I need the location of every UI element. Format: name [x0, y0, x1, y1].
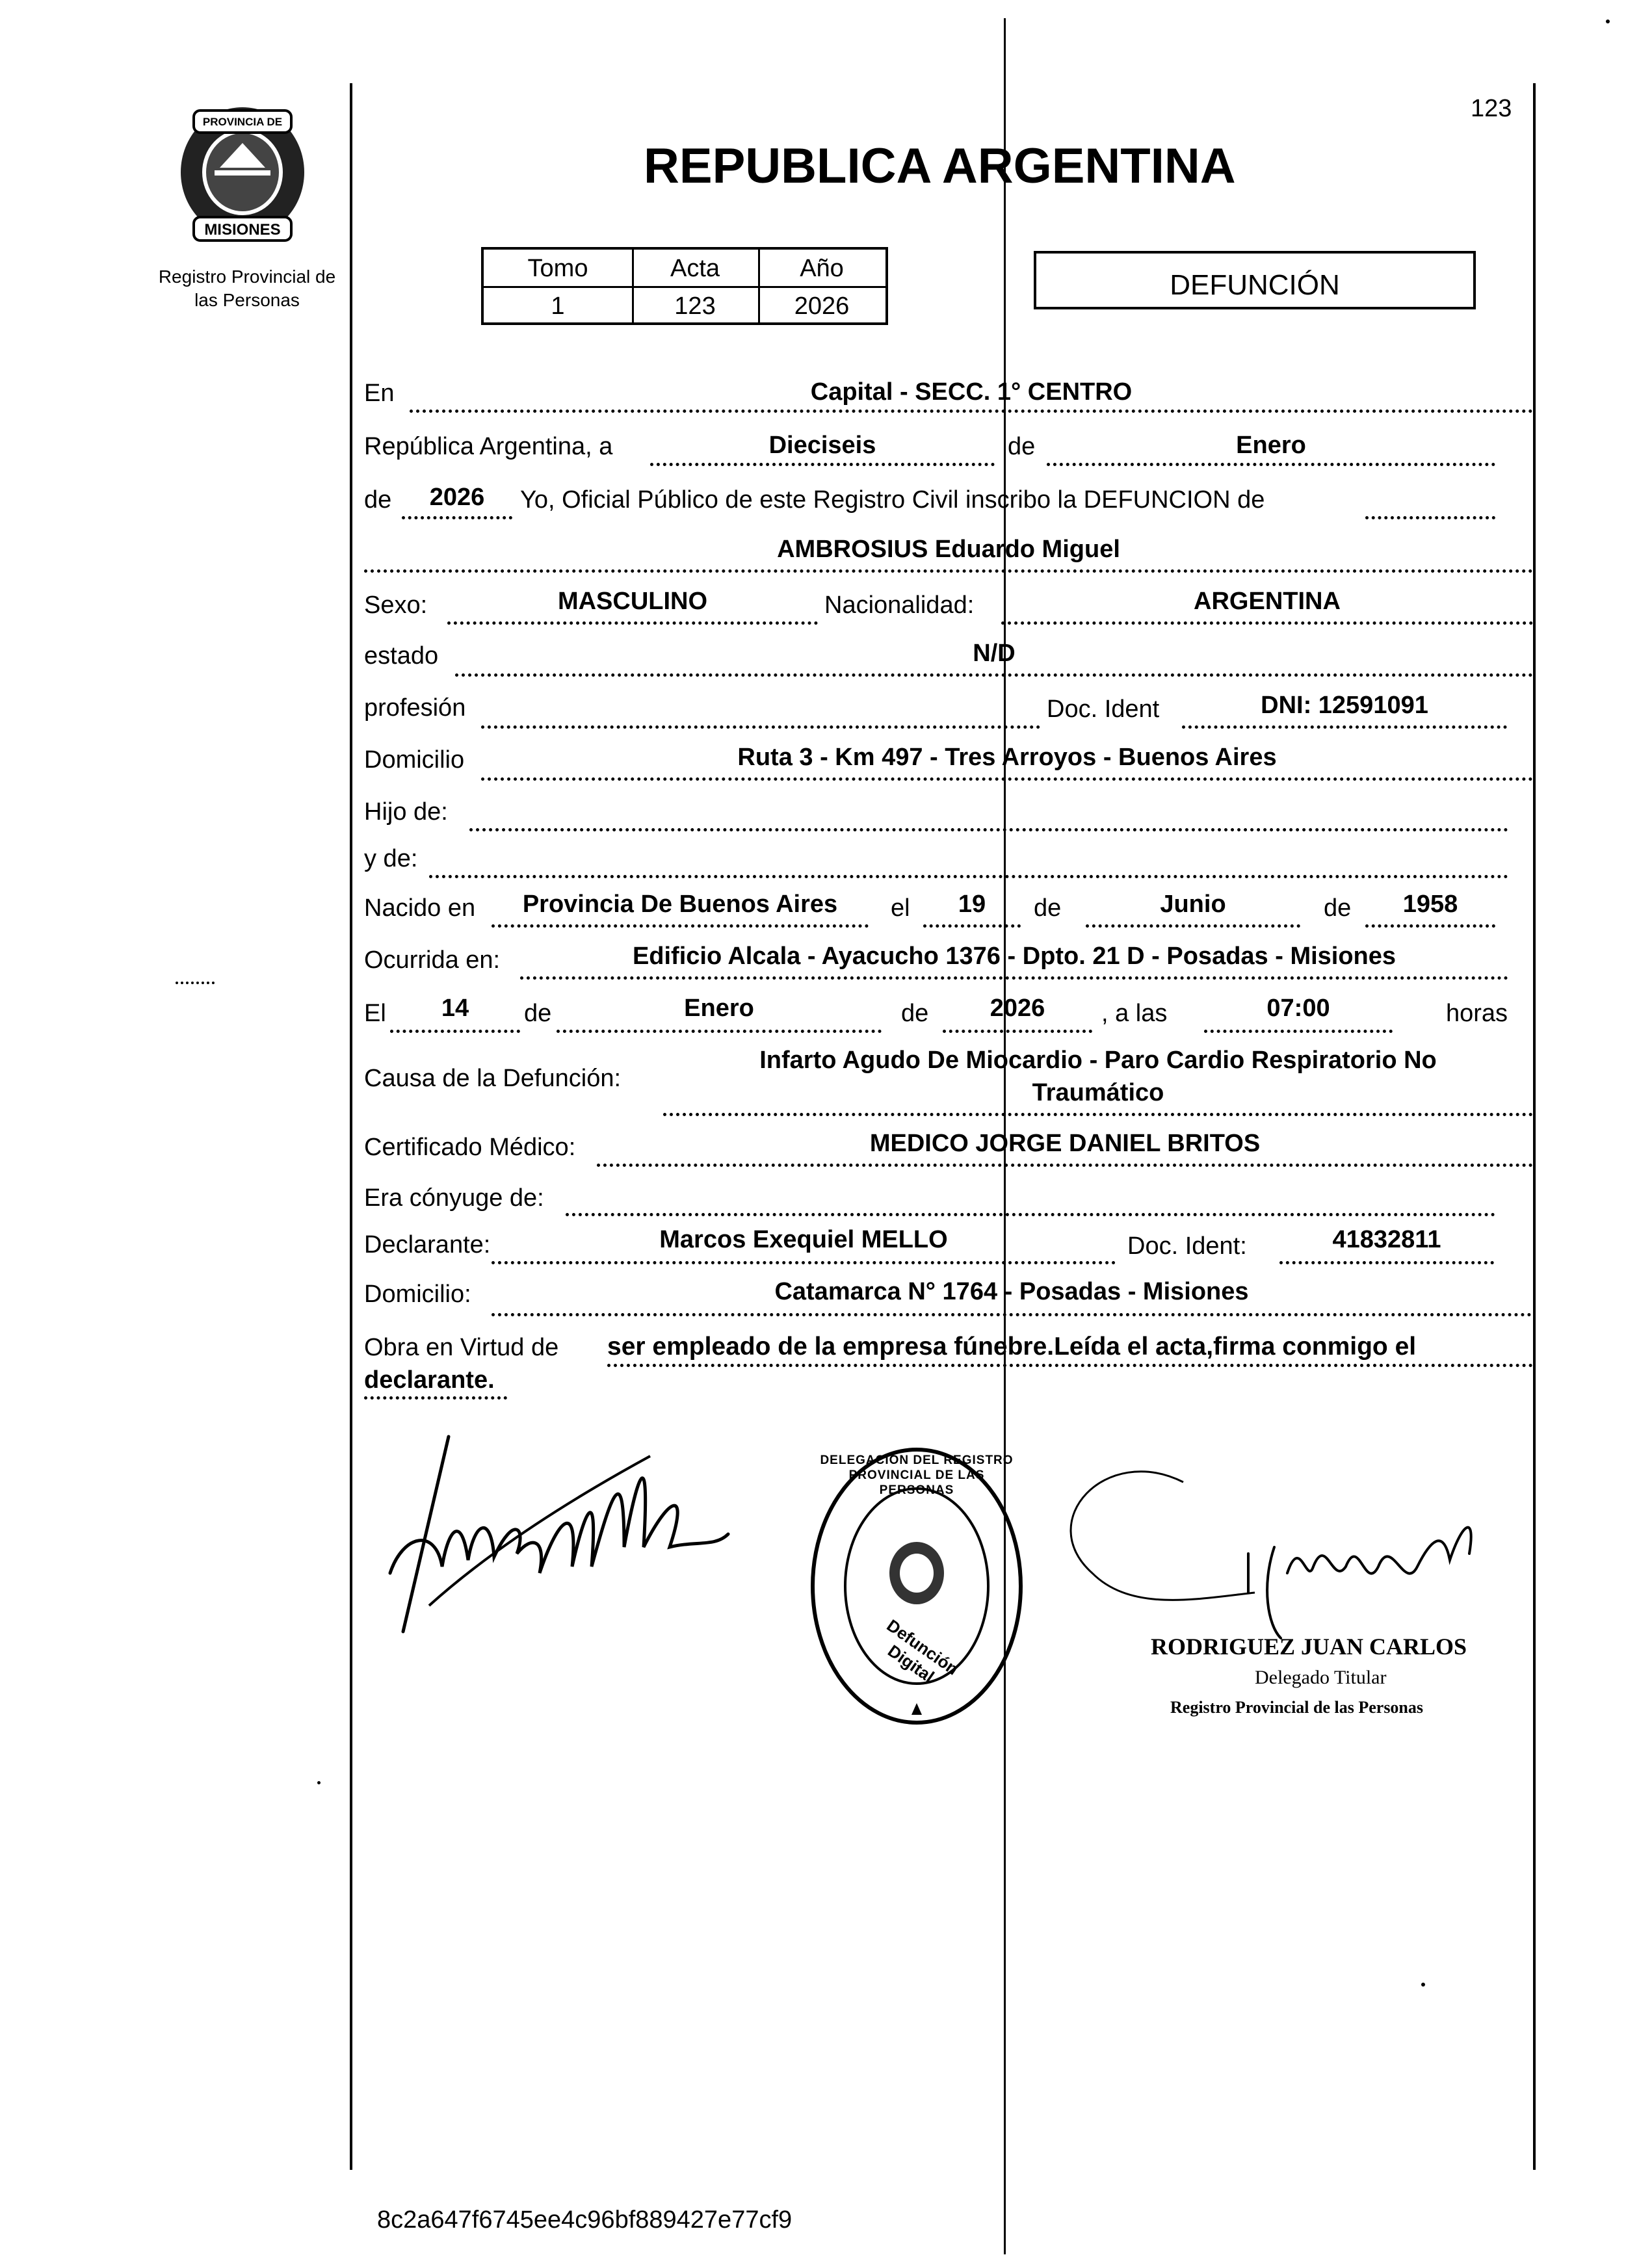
document-hash: 8c2a647f6745ee4c96bf889427e77cf9: [377, 2206, 793, 2234]
label-de-nacimiento-anio: de: [1324, 894, 1352, 922]
value-anio-registro: 2026: [429, 484, 485, 511]
registry-caption-line1: Registro Provincial de: [158, 267, 336, 287]
field-line-certificado: [597, 1164, 1533, 1167]
value-nacido-en: Provincia De Buenos Aires: [522, 891, 838, 918]
field-line-fallecimiento-dia: [390, 1030, 520, 1033]
label-republica-a: República Argentina, a: [364, 433, 613, 460]
field-line-y-de: [429, 875, 1508, 878]
field-line-nacimiento-anio: [1365, 924, 1495, 928]
label-estado: estado: [364, 642, 439, 670]
officer-role: Delegado Titular: [1255, 1667, 1387, 1688]
officer-signature: [1040, 1404, 1508, 1664]
field-line-domicilio: [481, 777, 1533, 781]
label-de-nacimiento-mes: de: [1034, 894, 1062, 922]
value-fallecimiento-anio: 2026: [990, 995, 1045, 1022]
field-line-ocurrida-en: [520, 976, 1508, 980]
label-doc-ident: Doc. Ident: [1047, 696, 1160, 723]
left-margin-line: [350, 83, 352, 2170]
label-de-fallecimiento-mes: de: [524, 1000, 552, 1027]
emblem-top-text: PROVINCIA DE: [202, 116, 283, 128]
field-line-fallecimiento-anio: [943, 1030, 1092, 1033]
label-el-nacimiento: el: [891, 894, 910, 922]
label-a-las: , a las: [1101, 1000, 1168, 1027]
label-ocurrida-en: Ocurrida en:: [364, 946, 501, 974]
value-certificado: MEDICO JORGE DANIEL BRITOS: [869, 1130, 1261, 1157]
value-nacimiento-anio: 1958: [1402, 891, 1458, 918]
value-causa-linea1: Infarto Agudo De Miocardio - Paro Cardio Respiratorio No: [759, 1047, 1437, 1074]
table-header-anio: Año: [800, 255, 844, 282]
officer-name: RODRIGUEZ JUAN CARLOS: [1151, 1634, 1467, 1660]
label-causa: Causa de la Defunción:: [364, 1065, 622, 1092]
field-line-nacido-en: [492, 924, 869, 928]
label-declarante: Declarante:: [364, 1231, 491, 1258]
label-profesion: profesión: [364, 694, 466, 722]
label-el: El: [364, 1000, 386, 1027]
label-obra: Obra en Virtud de: [364, 1334, 559, 1361]
label-de-mes-registro: de: [1008, 433, 1036, 460]
field-line-conyuge: [566, 1213, 1495, 1216]
field-line-lugar: [410, 410, 1533, 413]
table-value-acta: 123: [674, 293, 716, 320]
label-declarante-doc: Doc. Ident:: [1127, 1232, 1247, 1260]
label-certificado: Certificado Médico:: [364, 1134, 576, 1161]
label-conyuge: Era cónyuge de:: [364, 1184, 544, 1212]
volume-table: [481, 247, 888, 325]
label-declarante-domicilio: Domicilio:: [364, 1281, 471, 1308]
label-sexo: Sexo:: [364, 592, 428, 619]
field-line-dia-registro: [650, 463, 995, 466]
record-type: DEFUNCIÓN: [1170, 269, 1340, 301]
field-line-nacionalidad: [1001, 621, 1533, 625]
misiones-emblem: [168, 98, 317, 254]
value-dia-registro: Dieciseis: [768, 432, 876, 459]
value-fallecido: AMBROSIUS Eduardo Miguel: [777, 536, 1120, 563]
value-causa-linea2: Traumático: [1032, 1079, 1164, 1106]
field-line-fallecimiento-mes: [557, 1030, 882, 1033]
value-declarante: Marcos Exequiel MELLO: [659, 1226, 948, 1253]
field-line-yo-oficial-end: [1365, 516, 1495, 519]
value-fallecimiento-hora: 07:00: [1266, 995, 1330, 1022]
value-fallecimiento-dia: 14: [441, 995, 469, 1022]
field-line-mes-registro: [1047, 463, 1495, 466]
label-yo-oficial: Yo, Oficial Público de este Registro Civil inscribo la DEFUNCION de: [520, 486, 1265, 514]
field-line-fallecido: [364, 569, 1533, 573]
field-line-obra-linea2: [364, 1396, 507, 1400]
registry-stamp: [806, 1443, 1027, 1729]
value-doc-ident: DNI: 12591091: [1261, 692, 1428, 719]
scan-speck: [176, 982, 215, 987]
field-line-declarante-domicilio: [492, 1313, 1532, 1316]
value-sexo: MASCULINO: [557, 588, 708, 615]
value-estado: N/D: [973, 640, 1016, 667]
value-nacimiento-mes: Junio: [1160, 891, 1226, 918]
table-header-acta: Acta: [670, 255, 720, 282]
page-number: 123: [1471, 95, 1512, 122]
table-value-anio: 2026: [794, 293, 850, 320]
scan-speck: [317, 1781, 321, 1784]
value-domicilio: Ruta 3 - Km 497 - Tres Arroyos - Buenos Aires: [737, 744, 1277, 771]
label-y-de: y de:: [364, 845, 418, 872]
value-fallecimiento-mes: Enero: [684, 995, 754, 1022]
right-margin-line: [1533, 83, 1536, 2170]
field-line-estado: [455, 673, 1533, 677]
field-line-anio-registro: [402, 516, 512, 519]
label-hijo-de: Hijo de:: [364, 798, 448, 826]
field-line-declarante: [492, 1261, 1116, 1264]
record-type-box: [1034, 251, 1476, 309]
page-title: REPUBLICA ARGENTINA: [644, 138, 1236, 194]
value-obra-linea1: ser empleado de la empresa fúnebre.Leída el acta,firma conmigo el: [607, 1333, 1417, 1361]
value-declarante-domicilio: Catamarca N° 1764 - Posadas - Misiones: [774, 1278, 1249, 1305]
field-line-nacimiento-dia: [923, 924, 1021, 928]
table-header-tomo: Tomo: [527, 255, 588, 282]
stamp-ring-text: DELEGACION DEL REGISTRO PROVINCIAL DE LAS PERSONAS: [820, 1453, 1014, 1497]
table-value-tomo: 1: [551, 293, 565, 320]
field-line-obra: [607, 1364, 1533, 1367]
value-ocurrida-en: Edificio Alcala - Ayacucho 1376 - Dpto. 21 D - Posadas - Misiones: [632, 943, 1397, 970]
field-line-declarante-doc: [1279, 1261, 1494, 1264]
label-de-anio-registro: de: [364, 486, 392, 514]
label-de-fallecimiento-anio: de: [901, 1000, 929, 1027]
field-line-causa: [663, 1113, 1533, 1116]
field-line-hijo-de: [469, 828, 1508, 831]
label-domicilio: Domicilio: [364, 746, 465, 774]
field-line-profesion: [481, 725, 1040, 729]
label-nacionalidad: Nacionalidad:: [824, 592, 975, 619]
registry-caption-line2: las Personas: [194, 290, 300, 310]
value-declarante-doc: 41832811: [1332, 1226, 1441, 1253]
label-en: En: [364, 380, 395, 407]
field-line-doc-ident: [1182, 725, 1507, 729]
field-line-fallecimiento-hora: [1204, 1030, 1393, 1033]
value-obra-linea2: declarante.: [364, 1366, 495, 1394]
value-nacionalidad: ARGENTINA: [1194, 588, 1341, 615]
label-horas: horas: [1446, 1000, 1508, 1027]
scan-speck: [1421, 1983, 1425, 1987]
emblem-bottom-text: MISIONES: [204, 221, 281, 239]
value-lugar: Capital - SECC. 1° CENTRO: [810, 378, 1133, 406]
value-nacimiento-dia: 19: [958, 891, 986, 918]
value-mes-registro: Enero: [1236, 432, 1306, 459]
label-nacido-en: Nacido en: [364, 894, 476, 922]
scan-speck: [1606, 20, 1610, 23]
declarant-signature: [364, 1417, 741, 1664]
field-line-nacimiento-mes: [1086, 924, 1300, 928]
officer-office: Registro Provincial de las Personas: [1170, 1698, 1424, 1717]
stamp-inner-text: Defunción Digital: [883, 1615, 962, 1687]
